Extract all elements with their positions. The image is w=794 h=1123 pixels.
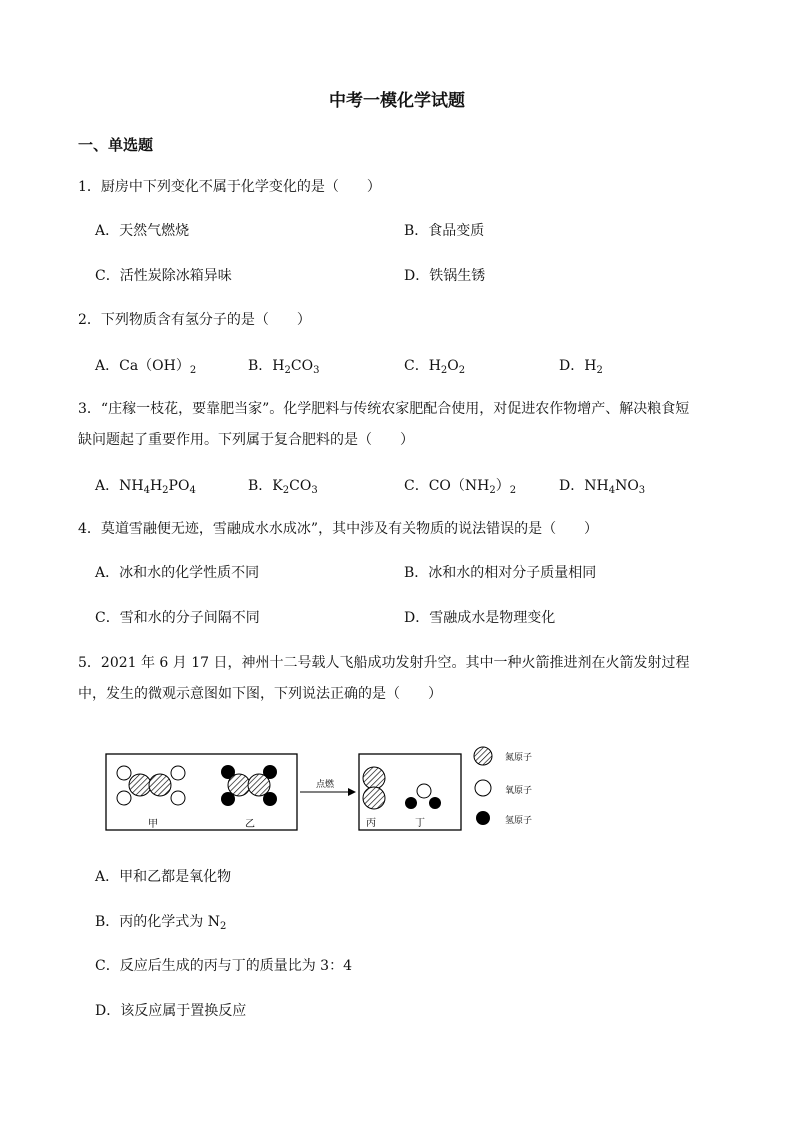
q3-option-a[interactable]: A．$NH_4H_2PO_4$ — [95, 478, 196, 496]
section-heading: 一、单选题 — [78, 136, 154, 154]
q3-option-c[interactable]: C．$CO(NH_2)_2$ — [404, 478, 517, 496]
question-2-stem: 2．下列物质含有氢分子的是（ ） — [78, 312, 311, 328]
q1-option-a[interactable]: A．天然气燃烧 — [95, 223, 190, 239]
question-4-stem: 4．莫道雪融便无迹，雪融成水水成冰”，其中涉及有关物质的说法错误的是（ ） — [78, 521, 599, 537]
q1-option-c[interactable]: C．活性炭除冰箱异味 — [95, 268, 232, 284]
q5-option-a[interactable]: A．甲和乙都是氧化物 — [95, 869, 232, 885]
label-ding: 丁 — [415, 818, 425, 829]
question-3-stem-line-2: 缺问题起了重要作用。下列属于复合肥料的是（ ） — [78, 432, 414, 448]
reaction-diagram — [100, 740, 560, 840]
nitrogen-atom-icon — [474, 747, 492, 765]
q2-option-a[interactable]: A．$Ca(OH)_2$ — [95, 358, 197, 376]
label-bing: 丙 — [366, 818, 376, 829]
molecule-bing-icon — [363, 767, 385, 809]
question-5-stem-line-1: 5．2021 年 6 月 17 日，神州十二号载人飞船成功发射升空。其中一种火箭推进剂在火箭发射过程 — [78, 655, 690, 671]
q4-option-b[interactable]: B．冰和水的相对分子质量相同 — [404, 565, 597, 581]
legend-hydrogen: 氢原子 — [505, 816, 533, 826]
page-title: 中考一模化学试题 — [329, 91, 465, 111]
q1-option-b[interactable]: B．食品变质 — [404, 223, 485, 239]
q2-option-d[interactable]: D．$H_2$ — [559, 358, 603, 376]
question-5-stem-line-2: 中，发生的微观示意图如下图，下列说法正确的是（ ） — [78, 686, 442, 702]
q3-option-d[interactable]: D．$NH_4NO_3$ — [559, 478, 646, 496]
molecule-jia-icon — [117, 766, 185, 805]
q1-option-d[interactable]: D．铁锅生锈 — [404, 268, 486, 284]
question-3-stem-line-1: 3．“庄稼一枝花，要靠肥当家”。化学肥料与传统农家肥配合使用，对促进农作物增产、解决粮食短 — [78, 401, 690, 417]
arrow-label: 点燃 — [316, 780, 335, 790]
q5-option-b[interactable]: B．丙的化学式为 $N_2$ — [95, 914, 227, 932]
label-jia: 甲 — [148, 819, 158, 830]
q2-option-c[interactable]: C．$H_2O_2$ — [404, 358, 466, 376]
q4-option-a[interactable]: A．冰和水的化学性质不同 — [95, 565, 260, 581]
q2-option-b[interactable]: B．$H_2CO_3$ — [248, 358, 320, 376]
q5-option-d[interactable]: D．该反应属于置换反应 — [95, 1003, 247, 1019]
molecule-ding-icon — [405, 784, 441, 809]
legend-nitrogen: 氮原子 — [505, 753, 533, 763]
label-yi: 乙 — [245, 819, 255, 830]
hydrogen-atom-icon — [476, 811, 490, 825]
oxygen-atom-icon — [475, 780, 491, 796]
legend-oxygen: 氧原子 — [505, 786, 533, 796]
q4-option-c[interactable]: C．雪和水的分子间隔不同 — [95, 610, 260, 626]
legend — [474, 747, 532, 826]
q3-option-b[interactable]: B．$K_2CO_3$ — [248, 478, 318, 496]
question-1-stem: 1．厨房中下列变化不属于化学变化的是（ ） — [78, 179, 381, 195]
molecule-yi-icon — [221, 765, 277, 806]
q5-option-c[interactable]: C．反应后生成的丙与丁的质量比为 3：4 — [95, 958, 352, 974]
q4-option-d[interactable]: D．雪融成水是物理变化 — [404, 610, 556, 626]
